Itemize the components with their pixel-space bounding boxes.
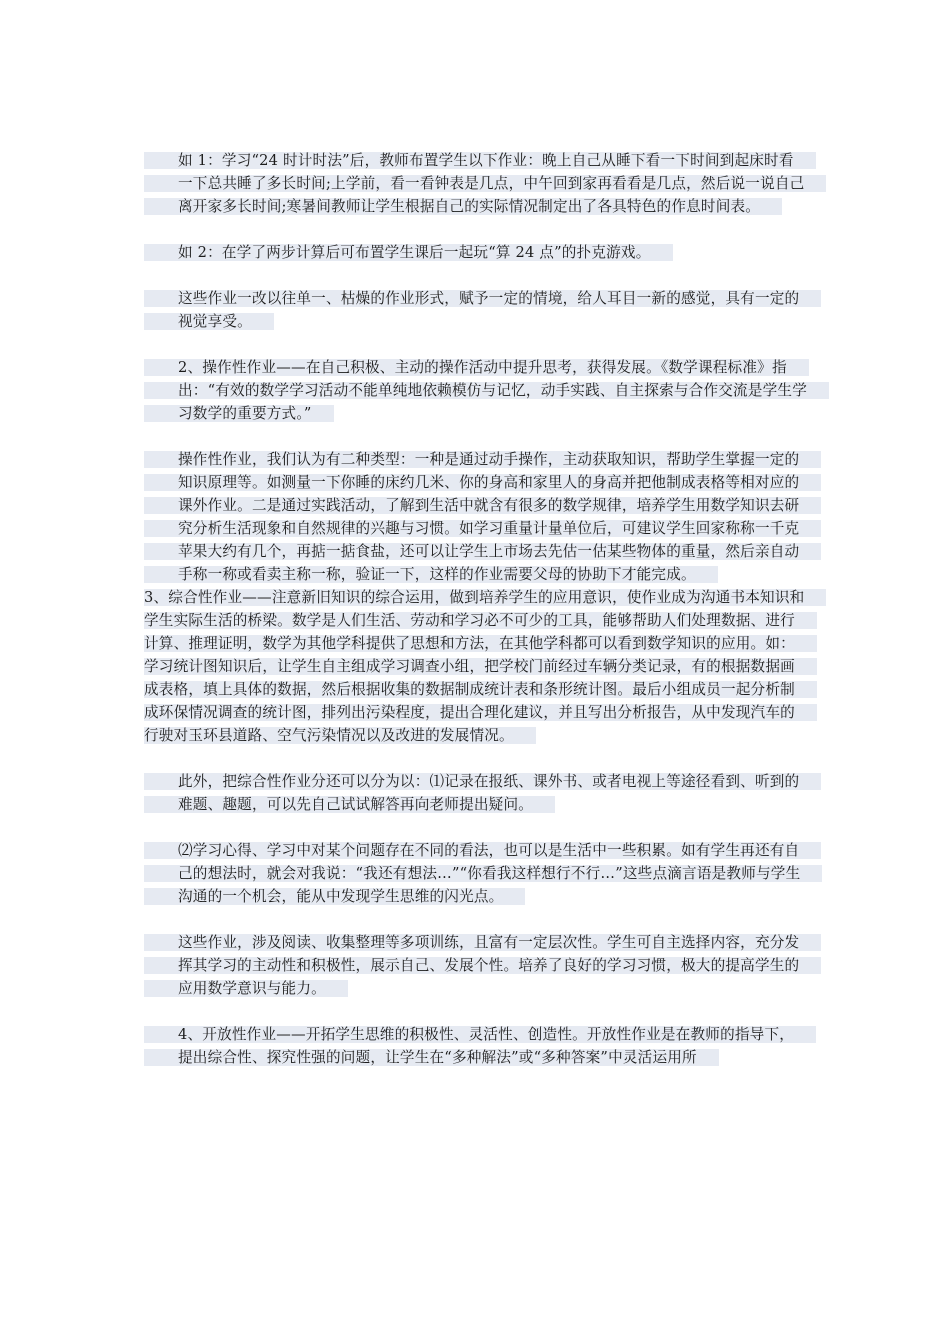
paragraph-comprehensive-subtype-1 <box>144 770 808 816</box>
paragraph-summary-2 <box>144 931 808 1000</box>
paragraph-gap <box>144 333 808 356</box>
paragraph-text: 如 2：在学了两步计算后可布置学生课后一起玩“算 24 点”的扑克游戏。 <box>144 244 673 261</box>
paragraph-gap <box>144 218 808 241</box>
paragraph-text: 这些作业，涉及阅读、收集整理等多项训练，且富有一定层次性。学生可自主选择内容，充分发挥其学习的主动性和积极性，展示自己、发展个性。培养了良好的学习习惯，极大的提高学生的应用数学意识与能力。 <box>144 934 821 997</box>
paragraph-text: 此外，把综合性作业分还可以分为以：⑴记录在报纸、课外书、或者电视上等途径看到、听到的难题、趣题，可以先自己试试解答再向老师提出疑问。 <box>144 773 821 813</box>
paragraph-text: 4、开放性作业——开拓学生思维的积极性、灵活性、创造性。开放性作业是在教师的指导下，提出综合性、探究性强的问题，让学生在“多种解法”或“多种答案”中灵活运用所 <box>144 1026 816 1066</box>
paragraph-gap <box>144 425 808 448</box>
paragraph-text: 2、操作性作业——在自己积极、主动的操作活动中提升思考，获得发展。《数学课程标准》指出：“有效的数学学习活动不能单纯地依赖模仿与记忆，动手实践、自主探索与合作交流是学生学习数学的重要方式。” <box>144 359 829 422</box>
paragraph-text: 操作性作业，我们认为有二种类型：一种是通过动手操作，主动获取知识，帮助学生掌握一定的知识原理等。如测量一下你睡的床约几米、你的身高和家里人的身高并把他制成表格等相对应的课外作业。二是通过实践活动，了解到生活中就含有很多的数学规律，培养学生用数学知识去研究分析生活现象和自然规律的兴趣与习惯。如学习重量计量单位后，可建议学生回家称称一千克苹果大约有几个，再掂一掂食盐，还可以让学生上市场去先估一估某些物体的重量，然后亲自动手称一称或看卖主称一称，验证一下，这样的作业需要父母的协助下才能完成。 <box>144 451 821 583</box>
paragraph-text: ⑵学习心得、学习中对某个问题存在不同的看法，也可以是生活中一些积累。如有学生再还有自己的想法时，就会对我说：“我还有想法…”“你看我这样想行不行…”这些点滴言语是教师与学生沟通的一个机会，能从中发现学生思维的闪光点。 <box>144 842 822 905</box>
paragraph-gap <box>144 1000 808 1023</box>
paragraph-operational-homework <box>144 356 808 425</box>
document-body <box>144 149 808 1069</box>
paragraph-comprehensive-homework <box>144 586 808 747</box>
paragraph-gap <box>144 747 808 770</box>
paragraph-open-homework <box>144 1023 808 1069</box>
paragraph-operational-types <box>144 448 808 586</box>
paragraph-text: 如 1：学习“24 时计时法”后，教师布置学生以下作业：晚上自己从睡下看一下时间到起床时看一下总共睡了多长时间;上学前，看一看钟表是几点，中午回到家再看看是几点，然后说一说自己离开家多长时间;寒暑间教师让学生根据自己的实际情况制定出了各具特色的作息时间表。 <box>144 152 826 215</box>
paragraph-text: 3、综合性作业——注意新旧知识的综合运用，做到培养学生的应用意识，使作业成为沟通书本知识和学生实际生活的桥梁。数学是人们生活、劳动和学习必不可少的工具，能够帮助人们处理数据、进行计算、推理证明，数学为其他学科提供了思想和方法，在其他学科都可以看到数学知识的应用。如：学习统计图知识后，让学生自主组成学习调查小组，把学校门前经过车辆分类记录，有的根据数据画成表格，填上具体的数据，然后根据收集的数据制成统计表和条形统计图。最后小组成员一起分析制成环保情况调查的统计图，排列出污染程度，提出合理化建议，并且写出分析报告，从中发现汽车的行驶对玉环县道路、空气污染情况以及改进的发展情况。 <box>144 589 826 744</box>
paragraph-gap <box>144 816 808 839</box>
paragraph-example-1 <box>144 149 808 218</box>
paragraph-example-2 <box>144 241 808 264</box>
paragraph-comprehensive-subtype-2 <box>144 839 808 908</box>
paragraph-text: 这些作业一改以往单一、枯燥的作业形式，赋予一定的情境，给人耳目一新的感觉，具有一定的视觉享受。 <box>144 290 821 330</box>
paragraph-gap <box>144 264 808 287</box>
paragraph-summary-1 <box>144 287 808 333</box>
paragraph-gap <box>144 908 808 931</box>
